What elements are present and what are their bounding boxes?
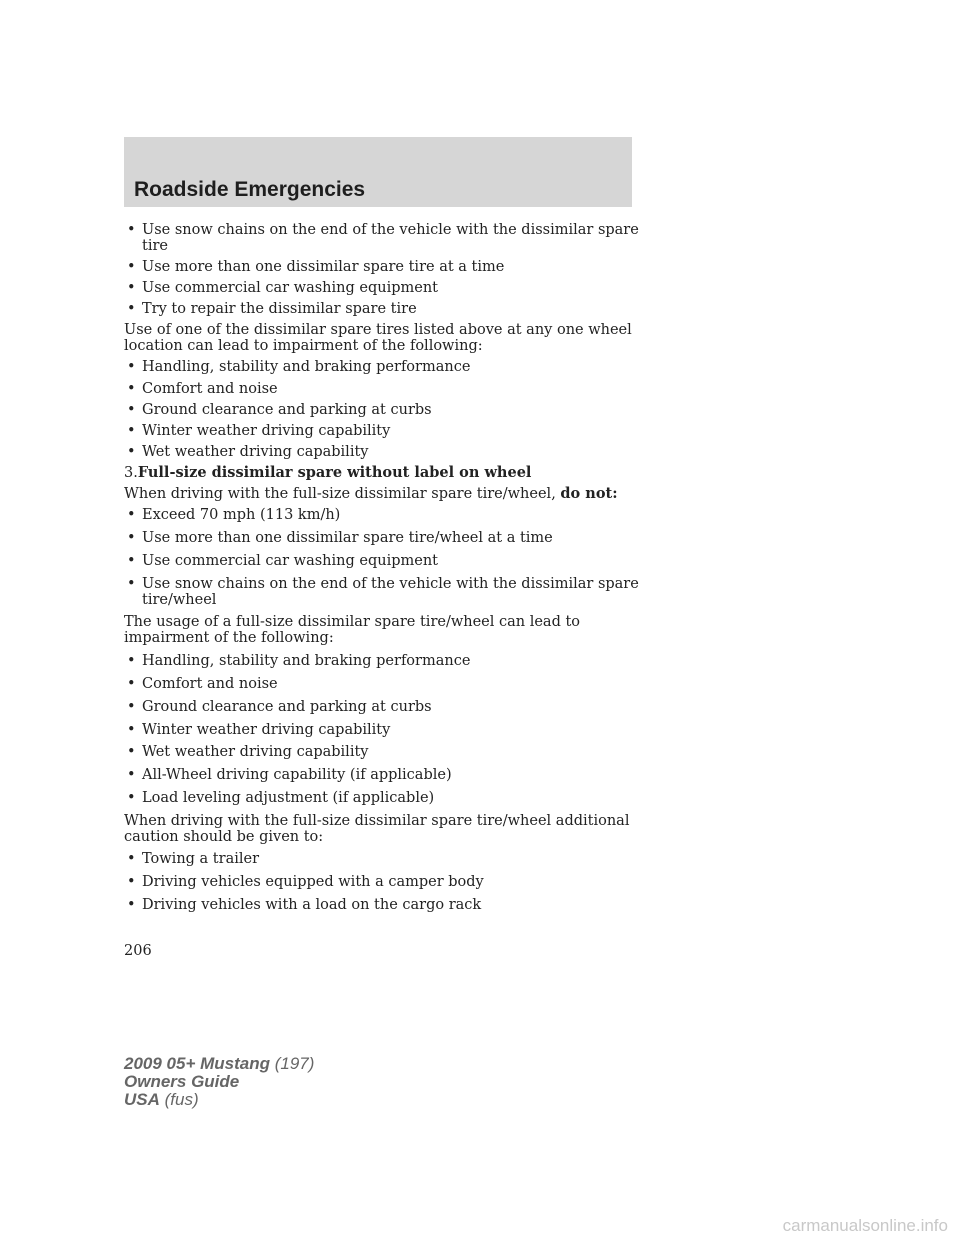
footer-market: USA xyxy=(124,1090,160,1109)
paragraph-text: When driving with the full-size dissimilar spare tire/wheel additional xyxy=(124,812,630,829)
bullet-text: Use commercial car washing equipment xyxy=(142,552,438,569)
bullet-item xyxy=(124,676,624,692)
bullet-item xyxy=(124,444,624,460)
bullet-item xyxy=(124,790,624,806)
step-number: 3. xyxy=(124,464,138,481)
bullet-dot-icon: • xyxy=(127,721,136,738)
bullet-dot-icon: • xyxy=(127,744,136,761)
footer-market-code: (fus) xyxy=(164,1090,199,1109)
bullet-dot-icon: • xyxy=(127,259,136,276)
bullet-item xyxy=(124,897,624,913)
footer-line-market xyxy=(124,1091,314,1109)
bullet-item xyxy=(124,259,624,275)
bullet-text: Use snow chains on the end of the vehicle with the dissimilar spare xyxy=(142,575,639,592)
bullet-text-continued: tire xyxy=(142,238,168,254)
paragraph-text-continued: location can lead to impairment of the following: xyxy=(124,338,483,355)
bullet-text: Ground clearance and parking at curbs xyxy=(142,401,432,418)
bullet-item xyxy=(124,301,624,317)
bullet-text: Use commercial car washing equipment xyxy=(142,280,438,297)
bullet-dot-icon: • xyxy=(127,380,136,397)
bullet-item xyxy=(124,280,624,296)
bullet-dot-icon: • xyxy=(127,507,136,524)
footer-model-code: (197) xyxy=(274,1054,315,1073)
bullet-text: Use more than one dissimilar spare tire at a time xyxy=(142,259,505,276)
document-footer xyxy=(124,1055,314,1109)
bullet-item xyxy=(124,874,624,890)
paragraph-text-continued: impairment of the following: xyxy=(124,630,334,647)
paragraph-text: The usage of a full-size dissimilar spare tire/wheel can lead to xyxy=(124,614,581,631)
bullet-item xyxy=(124,553,624,569)
bullet-dot-icon: • xyxy=(127,422,136,439)
footer-guide: Owners Guide xyxy=(124,1072,240,1091)
bullet-item xyxy=(124,653,624,669)
bullet-dot-icon: • xyxy=(127,301,136,318)
bullet-item xyxy=(124,722,624,738)
footer-line-guide xyxy=(124,1073,314,1091)
bullet-text-continued: tire/wheel xyxy=(142,591,217,608)
bullet-item xyxy=(124,359,624,375)
bullet-dot-icon: • xyxy=(127,767,136,784)
bullet-dot-icon: • xyxy=(127,897,136,914)
bullet-dot-icon: • xyxy=(127,789,136,806)
bullet-text: Ground clearance and parking at curbs xyxy=(142,698,432,715)
bullet-text: Handling, stability and braking performance xyxy=(142,653,471,670)
bullet-text: Exceed 70 mph (113 km/h) xyxy=(142,507,341,524)
bullet-dot-icon: • xyxy=(127,280,136,297)
bullet-item xyxy=(124,575,639,608)
page-content xyxy=(124,222,639,920)
bullet-text: All-Wheel driving capability (if applicable) xyxy=(142,767,452,784)
bullet-item xyxy=(124,402,624,418)
bullet-text: Use snow chains on the end of the vehicle with the dissimilar spare xyxy=(142,222,639,238)
bullet-dot-icon: • xyxy=(127,222,136,238)
bullet-item xyxy=(124,744,624,760)
bullet-text: Winter weather driving capability xyxy=(142,721,391,738)
bullet-dot-icon: • xyxy=(127,575,136,592)
paragraph xyxy=(124,614,624,646)
bullet-dot-icon: • xyxy=(127,529,136,546)
bullet-text: Driving vehicles with a load on the cargo rack xyxy=(142,897,482,914)
paragraph-text-continued: caution should be given to: xyxy=(124,828,324,845)
bullet-item xyxy=(124,851,624,867)
bullet-dot-icon: • xyxy=(127,443,136,460)
bullet-dot-icon: • xyxy=(127,552,136,569)
bullet-text: Wet weather driving capability xyxy=(142,443,369,460)
bullet-text: Use more than one dissimilar spare tire/wheel at a time xyxy=(142,529,553,546)
bullet-item xyxy=(124,530,624,546)
bullet-item xyxy=(124,699,624,715)
paragraph-text: Use of one of the dissimilar spare tires listed above at any one wheel xyxy=(124,322,632,339)
bullet-dot-icon: • xyxy=(127,359,136,376)
bullet-text: Winter weather driving capability xyxy=(142,422,391,439)
bullet-text: Load leveling adjustment (if applicable) xyxy=(142,789,435,806)
bullet-text: Wet weather driving capability xyxy=(142,744,369,761)
bullet-text: Driving vehicles equipped with a camper body xyxy=(142,874,484,891)
bullet-dot-icon: • xyxy=(127,698,136,715)
paragraph xyxy=(124,486,624,502)
bullet-text: Comfort and noise xyxy=(142,380,278,397)
paragraph-emphasis: do not: xyxy=(560,485,618,503)
bullet-dot-icon: • xyxy=(127,851,136,868)
watermark-link[interactable]: carmanualsonline.info xyxy=(782,1216,948,1235)
bullet-text: Handling, stability and braking performance xyxy=(142,359,471,376)
numbered-heading xyxy=(124,465,624,481)
paragraph xyxy=(124,812,630,845)
bullet-dot-icon: • xyxy=(127,653,136,670)
step-title: Full-size dissimilar spare without label on wheel xyxy=(137,463,532,481)
bullet-dot-icon: • xyxy=(127,675,136,692)
bullet-item xyxy=(124,423,624,439)
section-header-band xyxy=(124,137,632,207)
bullet-text: Try to repair the dissimilar spare tire xyxy=(142,301,417,318)
bullet-text: Comfort and noise xyxy=(142,675,278,692)
paragraph-text: When driving with the full-size dissimilar spare tire/wheel, xyxy=(124,486,561,503)
bullet-text: Towing a trailer xyxy=(142,851,259,868)
footer-model: 2009 05+ Mustang xyxy=(124,1054,270,1073)
bullet-item xyxy=(124,222,639,254)
footer-line-model xyxy=(124,1055,314,1073)
bullet-item xyxy=(124,507,624,523)
paragraph xyxy=(124,322,632,355)
bullet-dot-icon: • xyxy=(127,401,136,418)
section-title: Roadside Emergencies xyxy=(134,178,366,201)
page-number: 206 xyxy=(124,943,152,959)
bullet-item xyxy=(124,381,624,397)
bullet-item xyxy=(124,767,624,783)
bullet-dot-icon: • xyxy=(127,874,136,891)
